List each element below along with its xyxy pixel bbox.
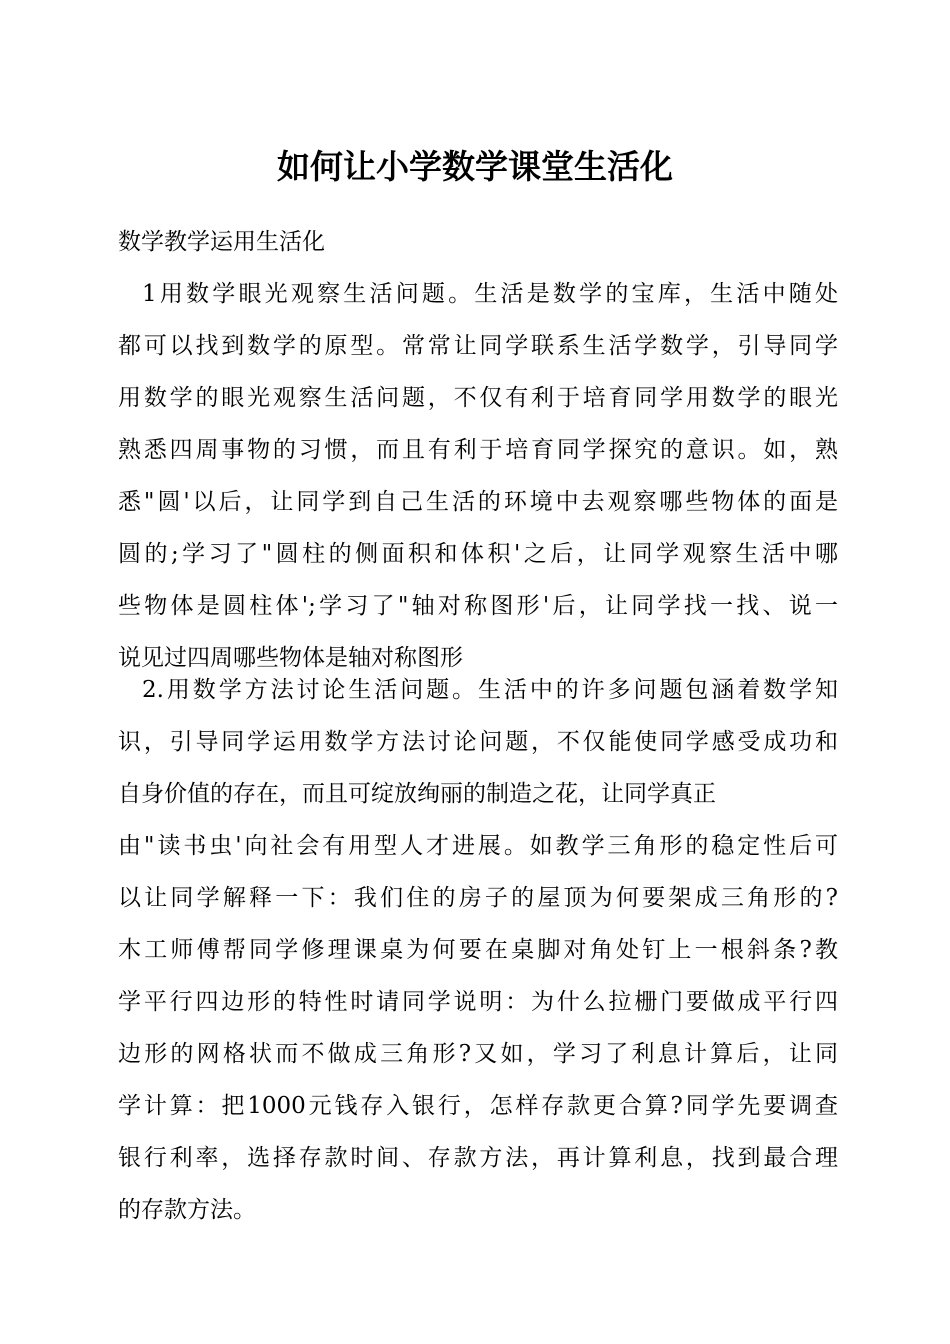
paragraph-1-line: 用数学的眼光观察生活问题，不仅有利于培育同学用数学的眼光 xyxy=(118,385,838,411)
paragraph-1 xyxy=(118,268,838,684)
paragraph-1-line: 1用数学眼光观察生活问题。生活是数学的宝库，生活中随处 xyxy=(142,281,838,307)
paragraph-1-line: 圆的;学习了"圆柱的侧面积和体积'之后，让同学观察生活中哪 xyxy=(118,541,838,567)
paragraph-1-line: 些物体是圆柱体';学习了"轴对称图形'后，让同学找一找、说一 xyxy=(118,593,838,619)
paragraph-1-line: 熟悉四周事物的习惯，而且有利于培育同学探究的意识。如，熟 xyxy=(118,437,838,463)
document-title: 如何让小学数学课堂生活化 xyxy=(277,147,673,186)
paragraph-1-line: 都可以找到数学的原型。常常让同学联系生活学数学，引导同学 xyxy=(118,333,838,359)
paragraph-2-line: 的存款方法。 xyxy=(118,1197,256,1223)
paragraph-2-line: 由"读书虫'向社会有用型人才进展。如教学三角形的稳定性后可 xyxy=(118,833,838,859)
paragraph-1-line: 说见过四周哪些物体是轴对称图形 xyxy=(118,645,463,671)
paragraph-2-line: 边形的网格状而不做成三角形?又如，学习了利息计算后，让同 xyxy=(118,1041,838,1067)
paragraph-1-line: 悉"圆'以后，让同学到自己生活的环境中去观察哪些物体的面是 xyxy=(118,489,838,515)
paragraph-2-line: 2.用数学方法讨论生活问题。生活中的许多问题包涵着数学知 xyxy=(142,677,838,703)
paragraph-2-line: 学计算：把1000元钱存入银行，怎样存款更合算?同学先要调查 xyxy=(118,1093,838,1119)
paragraph-2-line: 以让同学解释一下：我们住的房子的屋顶为何要架成三角形的? xyxy=(118,885,838,911)
paragraph-2 xyxy=(118,664,838,1236)
paragraph-2-line: 银行利率，选择存款时间、存款方法，再计算利息，找到最合理 xyxy=(118,1145,838,1171)
paragraph-2-line: 自身价值的存在，而且可绽放绚丽的制造之花，让同学真正 xyxy=(118,781,716,807)
paragraph-2-line: 学平行四边形的特性时请同学说明：为什么拉栅门要做成平行四 xyxy=(118,989,838,1015)
paragraph-2-line: 木工师傅帮同学修理课桌为何要在桌脚对角处钉上一根斜条?教 xyxy=(118,937,838,963)
section-heading: 数学教学运用生活化 xyxy=(118,229,325,255)
paragraph-2-line: 识，引导同学运用数学方法讨论问题，不仅能使同学感受成功和 xyxy=(118,729,838,755)
